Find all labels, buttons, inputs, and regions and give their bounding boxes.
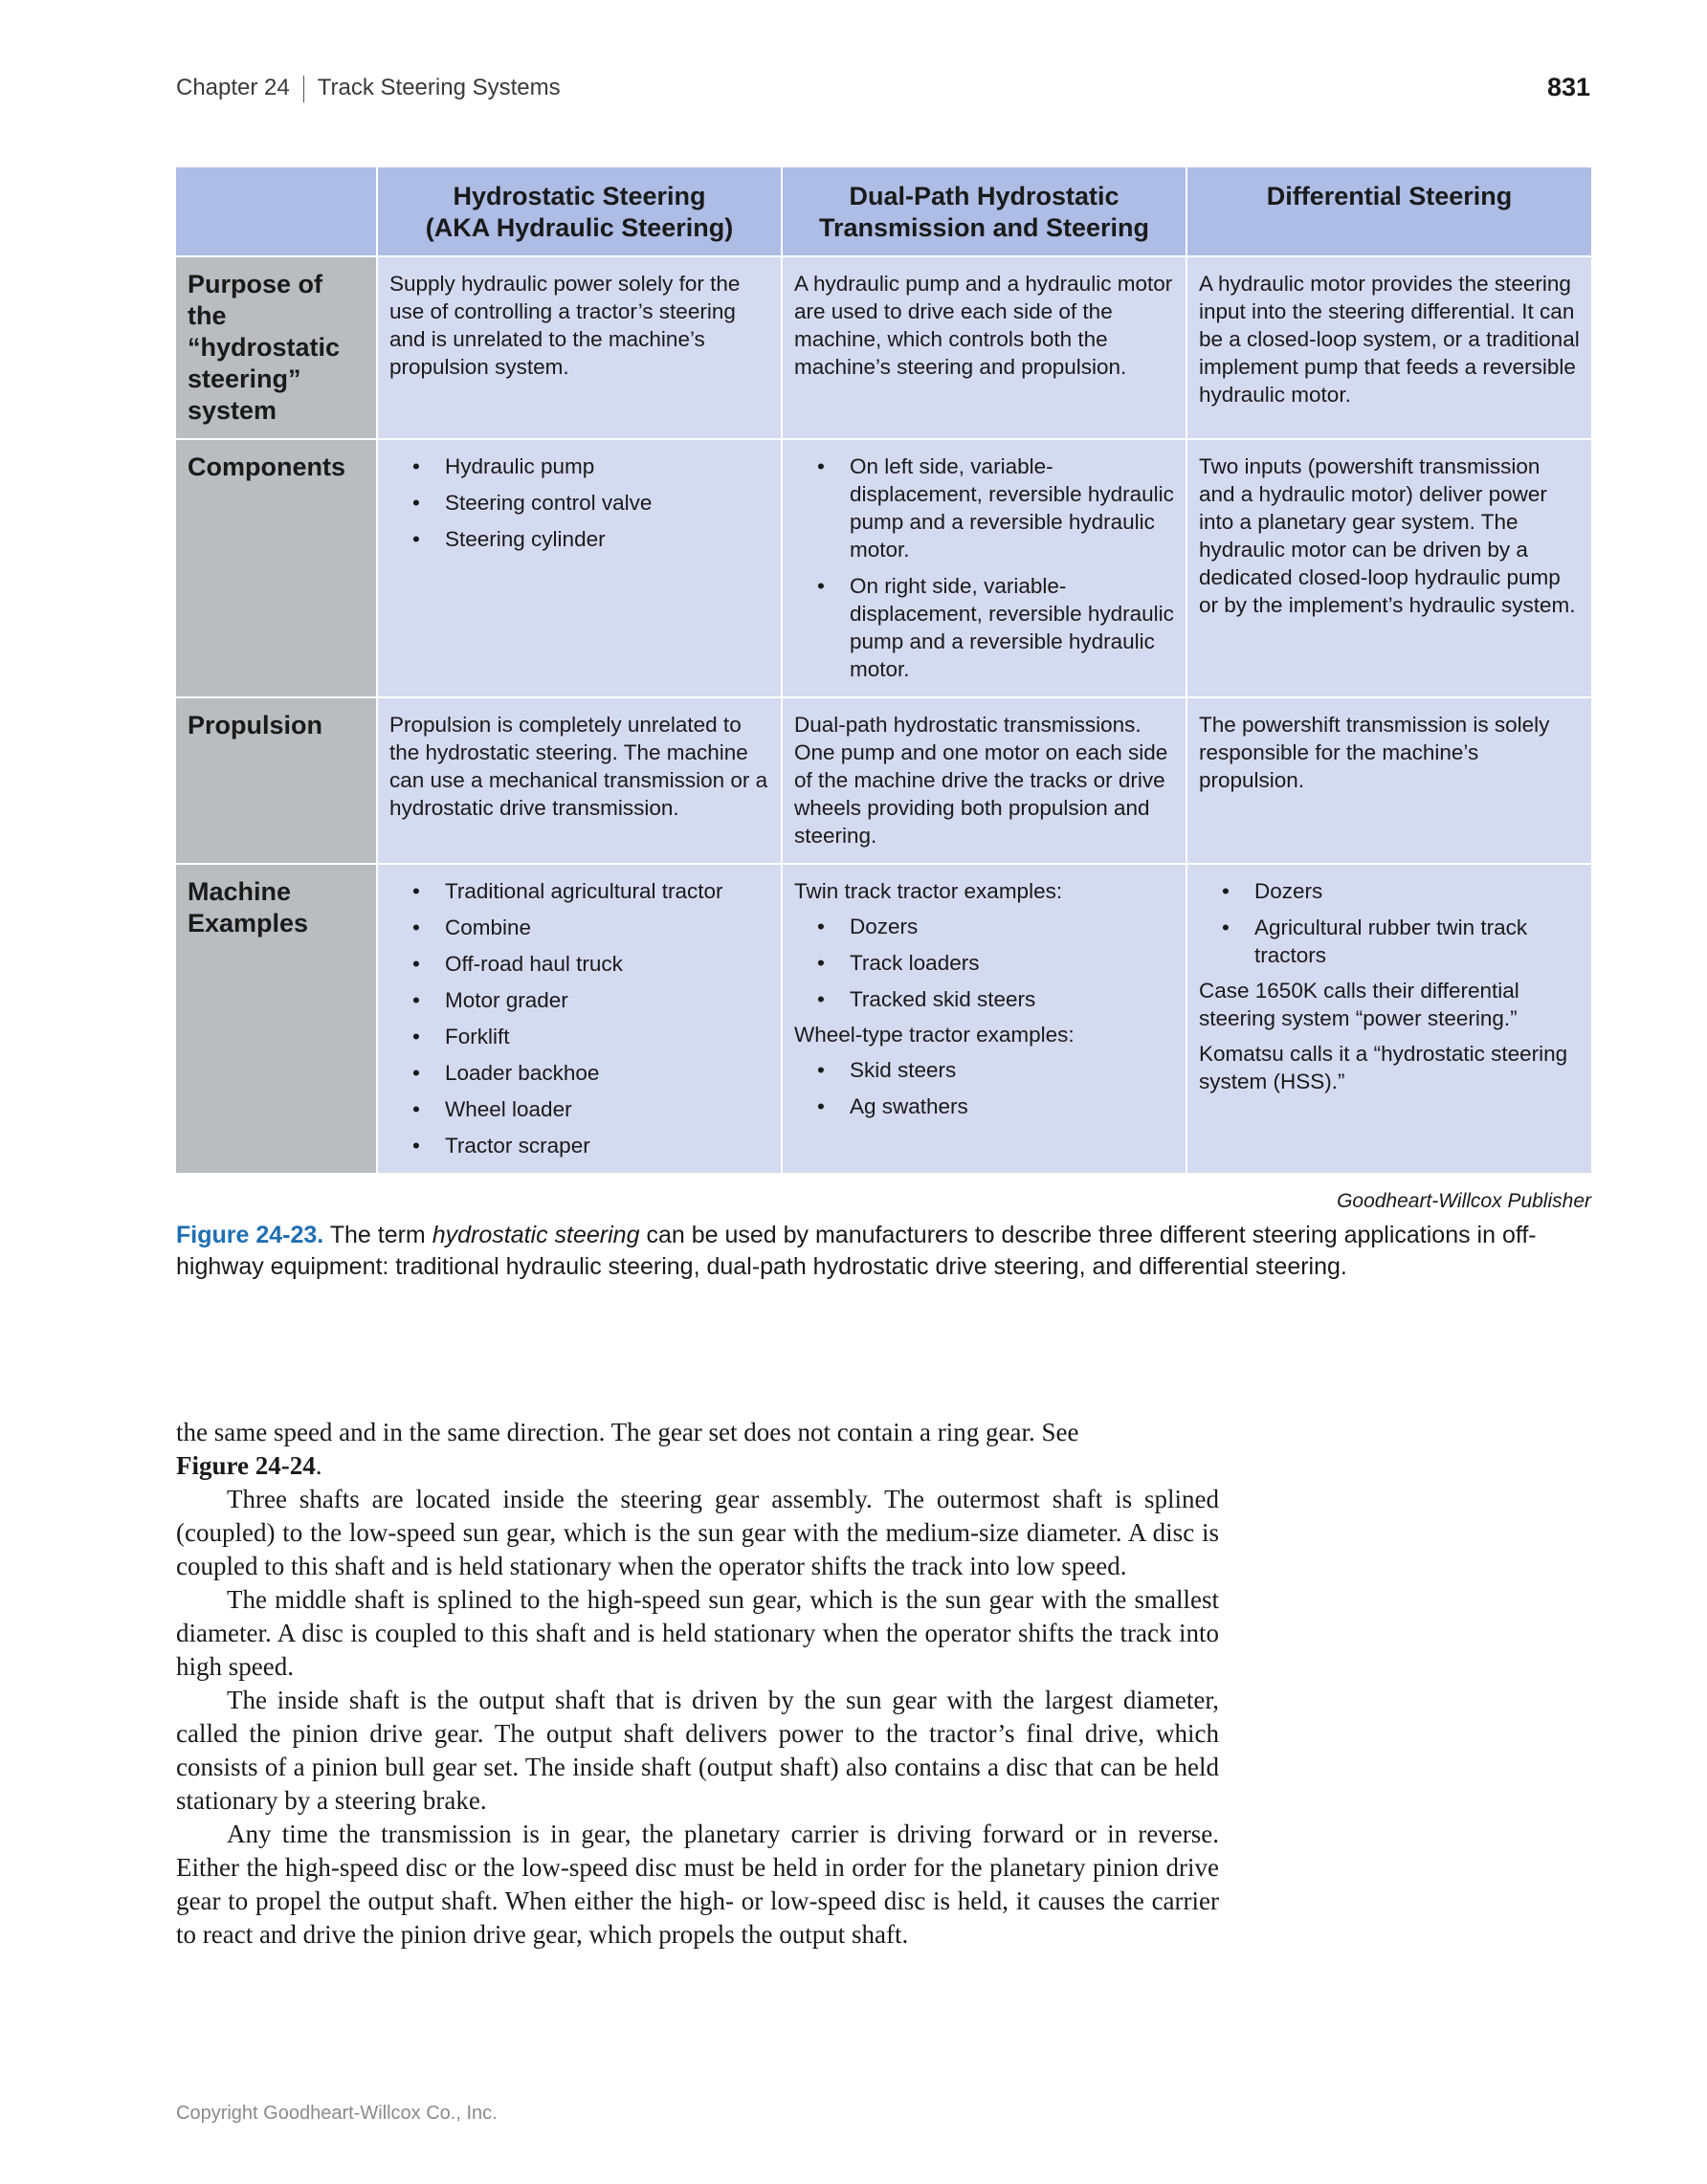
- examples-differential-list: [1199, 877, 1580, 969]
- paragraph: Three shafts are located inside the steering gear assembly. The outermost shaft is splined (coupled) to the low-speed sun gear, which is the sun gear with the medium-size diameter. A disc is coupled to this shaft and is held stationary when the operator shifts the track into low speed.: [176, 1485, 1219, 1580]
- cell-examples-dual-path: [782, 864, 1186, 1174]
- list-item: • On left side, variable-displacement, reversible hydraulic pump and a reversible hydraulic motor.: [794, 452, 1174, 563]
- list-item: • Off-road haul truck: [389, 950, 769, 978]
- row-label-propulsion: Propulsion: [176, 697, 377, 864]
- steering-comparison-table: [176, 167, 1591, 1175]
- table-header-row: [176, 167, 1591, 256]
- figure-label: Figure 24-23.: [176, 1222, 324, 1248]
- copyright-footer: Copyright Goodheart-Willcox Co., Inc.: [176, 2103, 498, 2124]
- cell-propulsion-dual-path: Dual-path hydrostatic transmissions. One pump and one motor on each side of the machine drive the tracks or drive wheels providing both propulsion and steering.: [782, 697, 1186, 864]
- row-label-components: Components: [176, 439, 377, 697]
- col-header-differential: Differential Steering: [1186, 167, 1591, 256]
- components-dual-path-list: [794, 452, 1174, 683]
- list-item: • Combine: [389, 914, 769, 941]
- cell-examples-hydrostatic: [377, 864, 782, 1174]
- row-label-purpose: Purpose of the “hydrostatic steering” system: [176, 256, 377, 439]
- running-header: [176, 75, 1590, 109]
- examples-hydrostatic-list: [389, 877, 769, 1159]
- list-item: • Tractor scraper: [389, 1132, 769, 1159]
- page-number: 831: [1546, 73, 1590, 101]
- list-item: • Tracked skid steers: [794, 985, 1174, 1013]
- cell-examples-differential: [1186, 864, 1591, 1174]
- cell-propulsion-differential: The powershift transmission is solely responsible for the machine’s propulsion.: [1186, 697, 1591, 864]
- corner-cell: [176, 167, 377, 256]
- table-row-components: [176, 439, 1591, 697]
- twin-track-intro: Twin track tractor examples:: [794, 879, 1063, 903]
- list-item: • Steering cylinder: [389, 525, 769, 553]
- list-item: • Wheel loader: [389, 1095, 769, 1123]
- chapter-label: [176, 75, 561, 102]
- list-item: • Motor grader: [389, 986, 769, 1014]
- list-item: • Dozers: [1199, 877, 1580, 905]
- wheel-type-list: [794, 1056, 1174, 1120]
- komatsu-note: Komatsu calls it a “hydrostatic steering system (HSS).”: [1199, 1042, 1568, 1093]
- list-item: • Agricultural rubber twin track tractors: [1199, 914, 1580, 969]
- chapter-title: Track Steering Systems: [317, 75, 561, 100]
- cell-purpose-differential: A hydraulic motor provides the steering input into the steering differential. It can be a closed-loop system, or a traditional implement pump that feeds a reversible hydraulic motor.: [1186, 256, 1591, 439]
- caption-text-after: can be used by manufacturers to describe three different steering applications in off-highway equipment: traditional hydraulic steering, dual-path hydrostatic drive steering, and differential steering.: [176, 1222, 1537, 1280]
- twin-track-list: [794, 913, 1174, 1013]
- list-item: • Steering control valve: [389, 489, 769, 517]
- paragraph: The inside shaft is the output shaft that is driven by the sun gear with the largest diameter, called the pinion drive gear. The output shaft delivers power to the tractor’s final drive, which consists of a pinion bull gear set. The inside shaft (output shaft) also contains a disc that can be held stationary by a steering brake.: [176, 1686, 1219, 1815]
- list-item: • Ag swathers: [794, 1092, 1174, 1120]
- cell-components-hydrostatic: [377, 439, 782, 697]
- col-header-hydrostatic: Hydrostatic Steering (AKA Hydraulic Steering): [377, 167, 782, 256]
- list-item: • Forklift: [389, 1023, 769, 1050]
- case-note: Case 1650K calls their differential steering system “power steering.”: [1199, 979, 1519, 1030]
- chapter-number: Chapter 24: [176, 75, 290, 100]
- paragraph: The middle shaft is splined to the high-speed sun gear, which is the sun gear with the smallest diameter. A disc is coupled to this shaft and is held stationary when the operator shifts the track into high speed.: [176, 1585, 1219, 1681]
- cell-components-dual-path: [782, 439, 1186, 697]
- table-row-examples: [176, 864, 1591, 1174]
- cell-propulsion-hydrostatic: Propulsion is completely unrelated to the hydrostatic steering. The machine can use a mechanical transmission or a hydrostatic drive transmission.: [377, 697, 782, 864]
- list-item: • Loader backhoe: [389, 1059, 769, 1087]
- caption-text-before: The term: [329, 1222, 426, 1248]
- table-row-propulsion: [176, 697, 1591, 864]
- caption-term: hydrostatic steering: [432, 1222, 640, 1248]
- list-item: • Dozers: [794, 913, 1174, 940]
- image-credit: Goodheart-Willcox Publisher: [1337, 1190, 1591, 1212]
- list-item: • Track loaders: [794, 949, 1174, 977]
- header-divider: [303, 76, 304, 102]
- body-text: [176, 1416, 1219, 1952]
- figure-caption: [176, 1220, 1592, 1283]
- table-row-purpose: [176, 256, 1591, 439]
- paragraph: Any time the transmission is in gear, the planetary carrier is driving forward or in reverse. Either the high-speed disc or the low-speed disc must be held in order for the planetary pinion drive gear to propel the output shaft. When either the high- or low-speed disc is held, it causes the carrier to react and drive the pinion drive gear, which propels the output shaft.: [176, 1820, 1219, 1949]
- wheel-type-intro: Wheel-type tractor examples:: [794, 1023, 1075, 1047]
- paragraph: the same speed and in the same direction. The gear set does not contain a ring gear. See Figure 24-24.: [176, 1418, 1079, 1480]
- components-hydrostatic-list: [389, 452, 769, 553]
- cell-components-differential: Two inputs (powershift transmission and a hydraulic motor) deliver power into a planetary gear system. The hydraulic motor can be driven by a dedicated closed-loop hydraulic pump or by the implement’s hydraulic system.: [1186, 439, 1591, 697]
- cell-purpose-dual-path: A hydraulic pump and a hydraulic motor are used to drive each side of the machine, which controls both the machine’s steering and propulsion.: [782, 256, 1186, 439]
- list-item: • Skid steers: [794, 1056, 1174, 1084]
- row-label-examples: Machine Examples: [176, 864, 377, 1174]
- paragraph-text: the same speed and in the same direction. The gear set does not contain a ring gear. See: [176, 1418, 1079, 1446]
- list-item: • Hydraulic pump: [389, 452, 769, 480]
- col-header-dual-path: Dual-Path Hydrostatic Transmission and Steering: [782, 167, 1186, 256]
- figure-reference[interactable]: Figure 24-24: [176, 1451, 316, 1480]
- cell-purpose-hydrostatic: Supply hydraulic power solely for the use of controlling a tractor’s steering and is unrelated to the machine’s propulsion system.: [377, 256, 782, 439]
- list-item: • On right side, variable-displacement, reversible hydraulic pump and a reversible hydraulic motor.: [794, 572, 1174, 683]
- list-item: • Traditional agricultural tractor: [389, 877, 769, 905]
